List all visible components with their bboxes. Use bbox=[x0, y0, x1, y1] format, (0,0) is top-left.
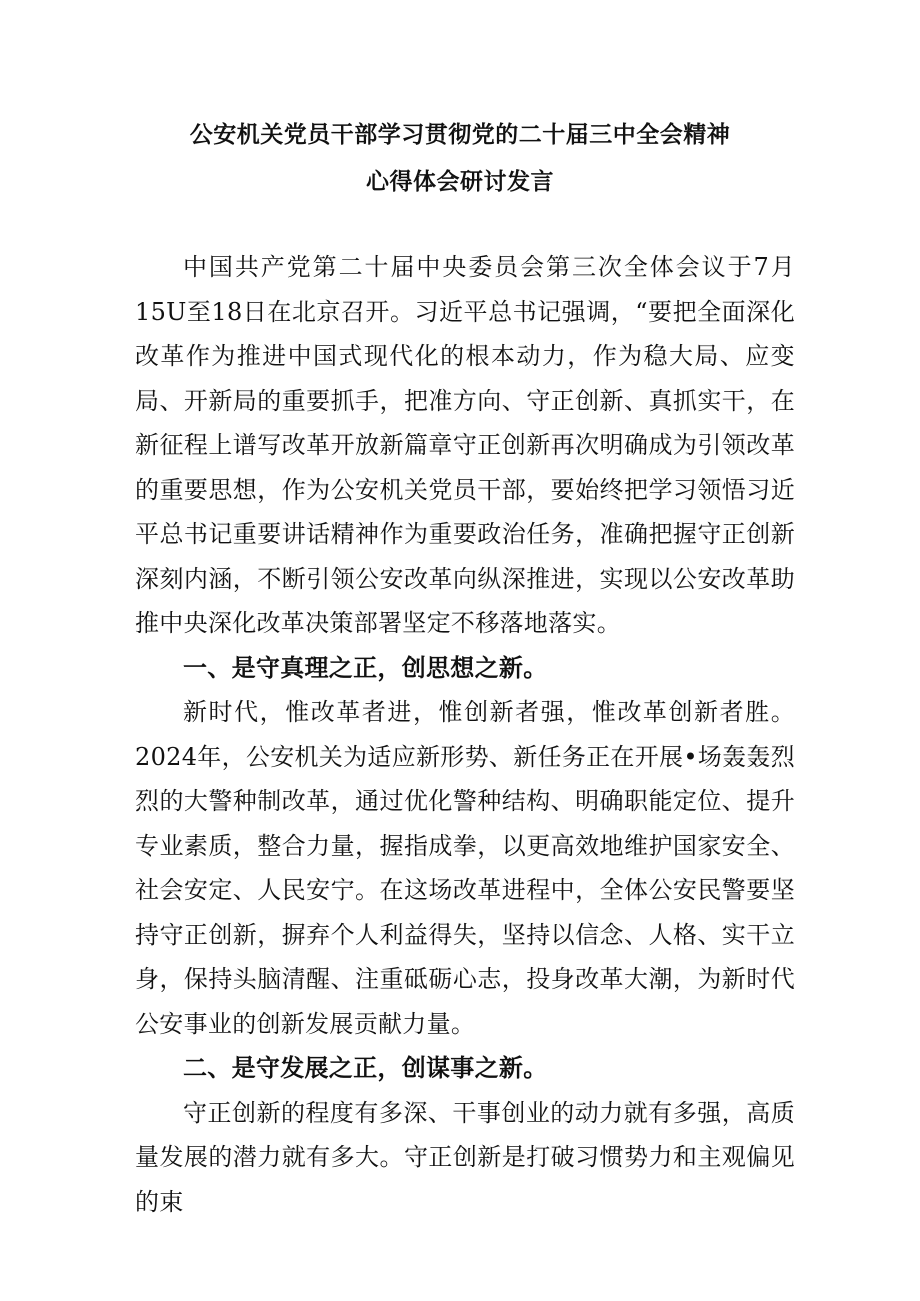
document-title-line2: 心得体会研讨发言 bbox=[366, 169, 554, 195]
section-heading-2: 二、是守发展之正，创谋事之新。 bbox=[183, 1054, 548, 1082]
paragraph-section-1: 新时代，惟改革者进，惟创新者强，惟改革创新者胜。2024年，公安机关为适应新形势、新任务正在开展•场轰轰烈烈的大警种制改革，通过优化警种结构、明确职能定位、提升专业素质，整合力量，握指成拳，以更高效地维护国家安全、社会安定、人民安宁。在这场改革进程中，全体公安民警要坚持守正创新，摒弃个人利益得失，坚持以信念、人格、实干立身，保持头脑清醒、注重砥砺心志，投身改革大潮，为新时代公安事业的创新发展贡献力量。 bbox=[135, 698, 795, 1038]
document-body bbox=[135, 245, 795, 1224]
section-heading-1: 一、是守真理之正，创思想之新。 bbox=[183, 653, 548, 682]
document-title-line1: 公安机关党员干部学习贯彻党的二十届三中全会精神 bbox=[189, 122, 731, 148]
paragraph-section-2: 守正创新的程度有多深、干事创业的动力就有多强，高质量发展的潜力就有多大。守正创新是打破习惯势力和主观偏见的束 bbox=[135, 1098, 795, 1216]
paragraph-intro: 中国共产党第二十届中央委员会第三次全体会议于7月15U至18日在北京召开。习近平总书记强调，“要把全面深化改革作为推进中国式现代化的根本动力，作为稳大局、应变局、开新局的重要抓手，把准方向、守正创新、真抓实干，在新征程上谱写改革开放新篇章守正创新再次明确成为引领改革的重要思想，作为公安机关党员干部，要始终把学习领悟习近平总书记重要讲话精神作为重要政治任务，准确把握守正创新深刻内涵，不断引领公安改革向纵深推进，实现以公安改革助推中央深化改革决策部署坚定不移落地落实。 bbox=[135, 253, 795, 637]
